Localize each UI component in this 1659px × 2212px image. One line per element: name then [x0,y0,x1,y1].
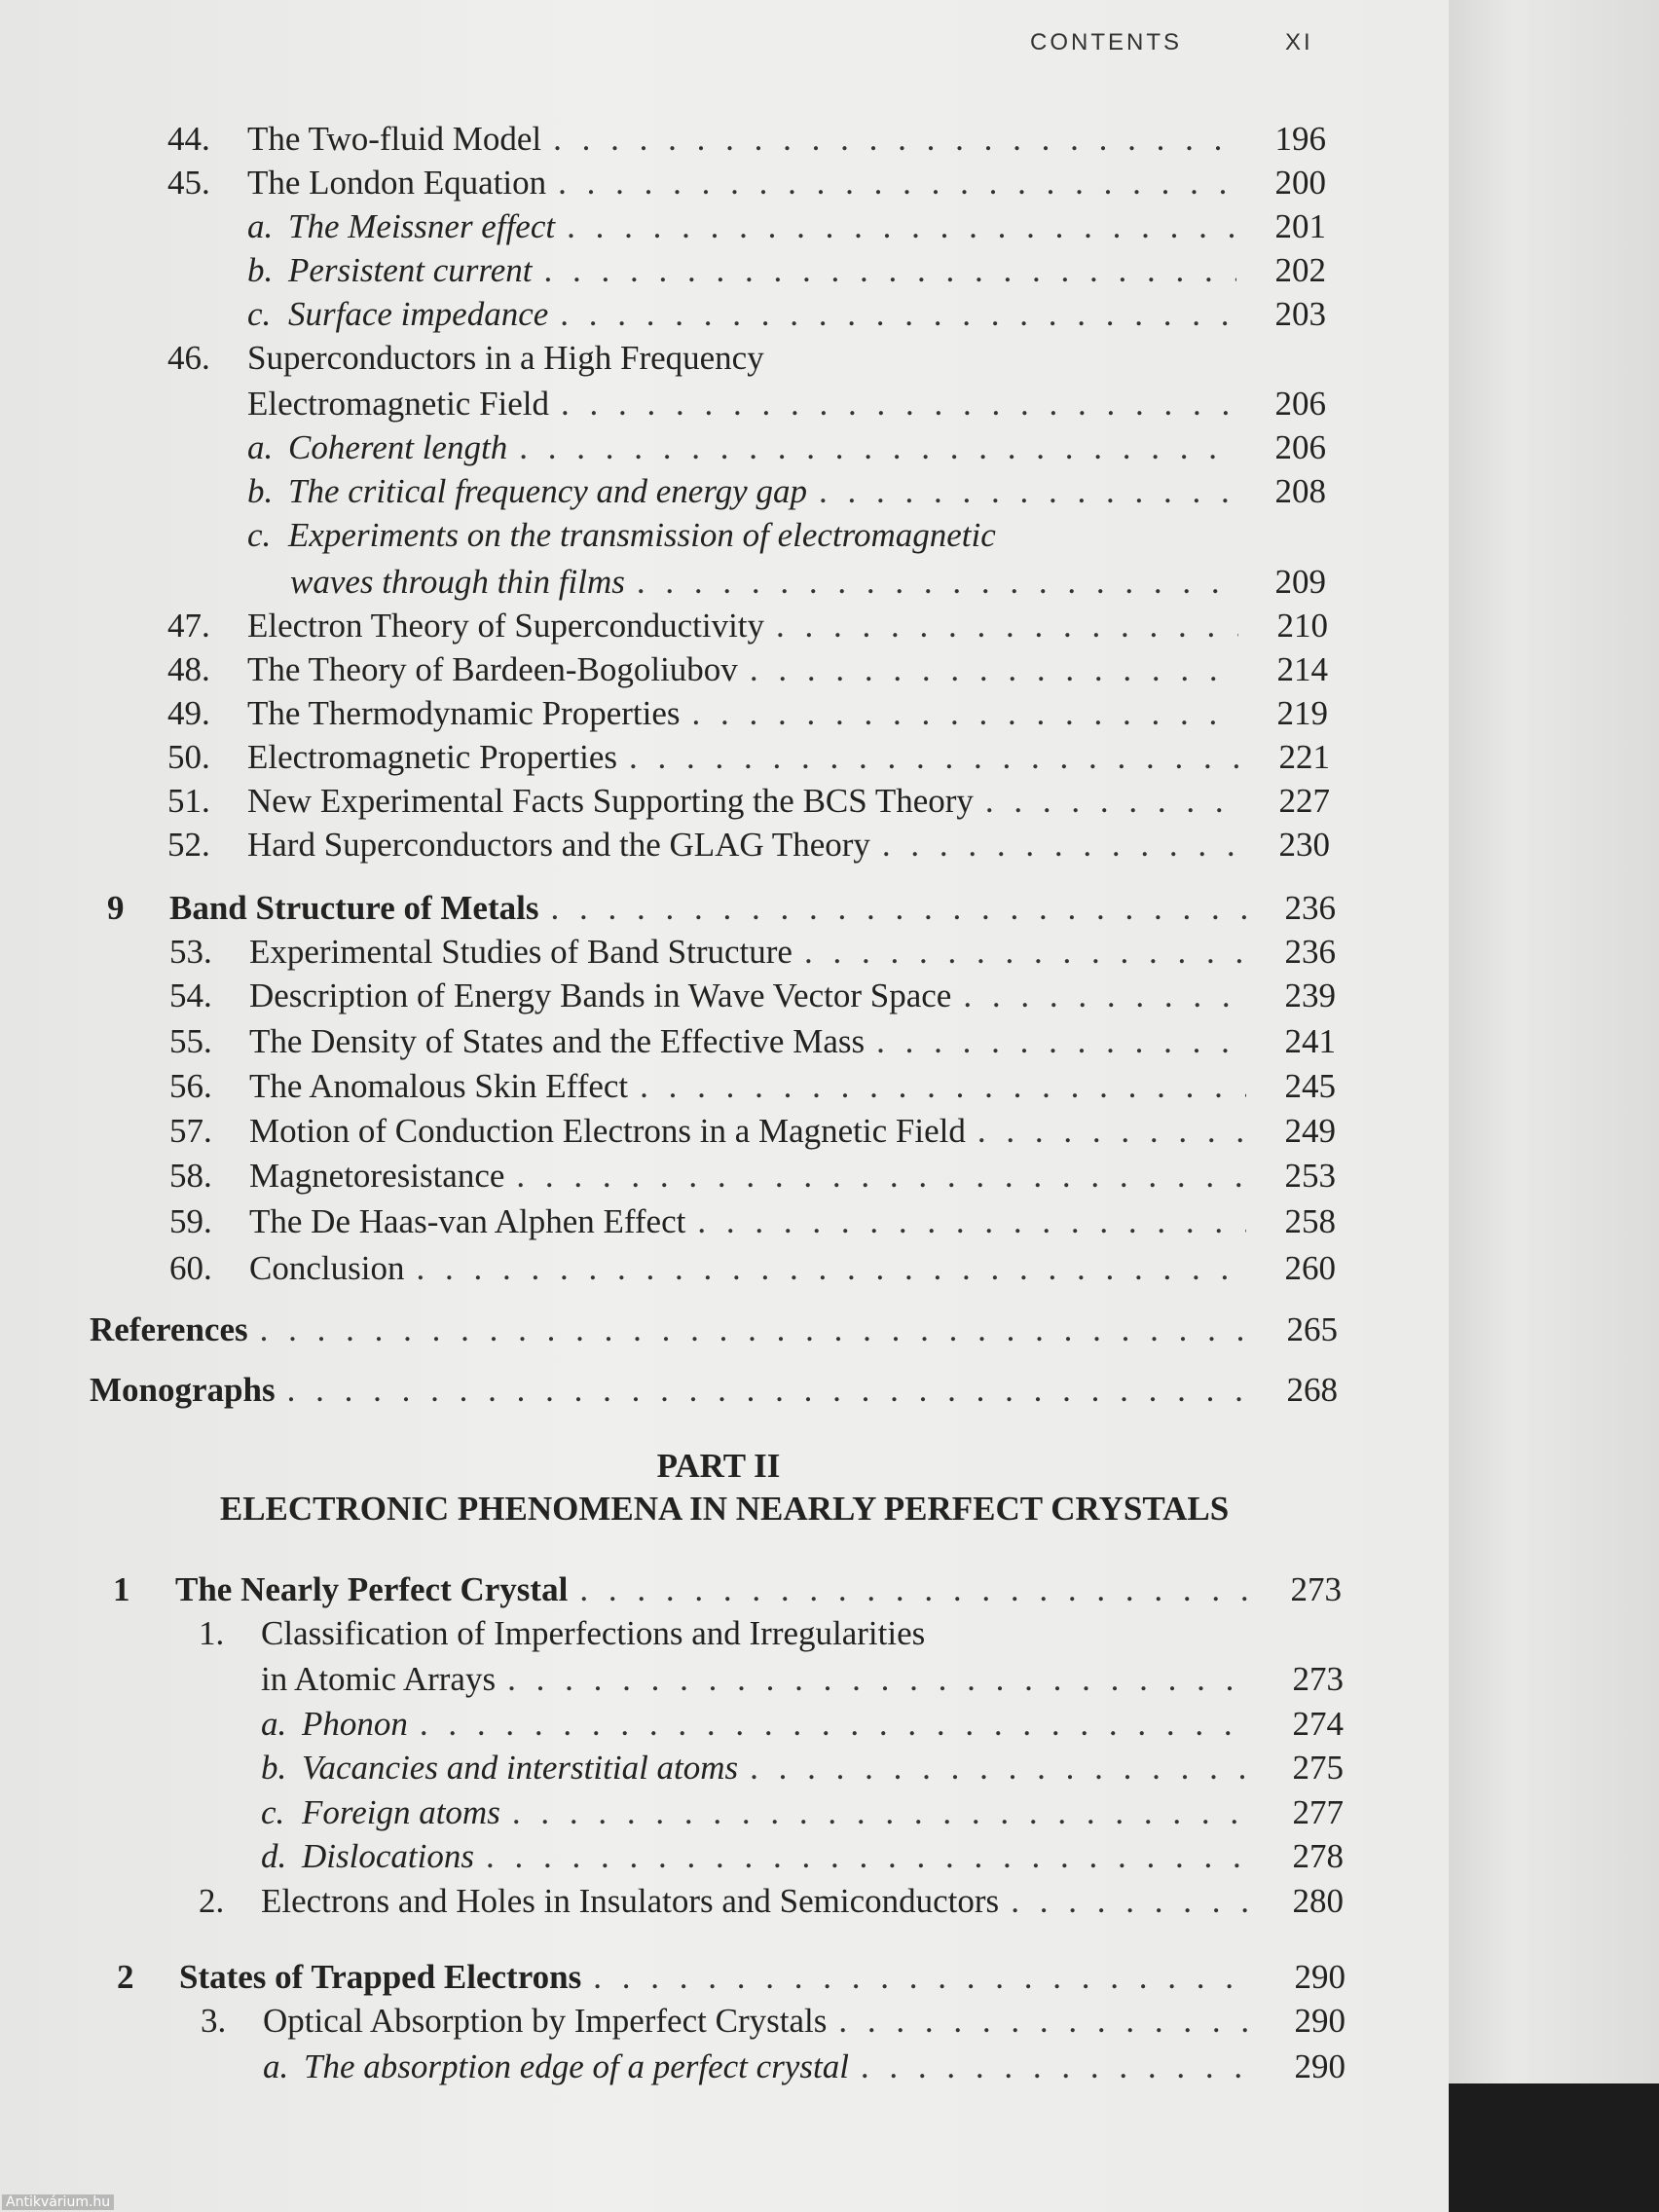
chapter-number: 2 [117,1958,134,1996]
dot-leader [776,604,1238,648]
dot-leader [697,1199,1246,1244]
subsection-title: The Meissner effect [288,207,556,245]
toc-entry[interactable] [167,604,1328,648]
section-title: Hard Superconductors and the GLAG Theory [247,826,870,864]
page-number: 219 [1276,694,1328,732]
toc-subentry[interactable] [247,248,1326,293]
toc-entry[interactable] [167,735,1330,780]
subsection-title: Vacancies and interstitial atoms [302,1749,739,1787]
subsection-title: Foreign atoms [302,1793,500,1831]
section-title: Magnetoresistance [249,1157,505,1195]
toc-entry[interactable] [167,647,1328,692]
toc-chapter[interactable] [107,886,1336,931]
chapter-title: The Nearly Perfect Crystal [175,1570,569,1608]
page-number: 273 [1292,1660,1344,1698]
page-number: 214 [1276,650,1328,688]
dot-leader [512,1790,1254,1835]
subsection-letter: a. [263,2047,289,2085]
toc-references[interactable] [90,1308,1338,1352]
page-number: 210 [1276,607,1328,645]
subsection-letter: a. [261,1705,287,1743]
section-title-continued: in Atomic Arrays [261,1660,497,1698]
section-number: 54. [169,977,212,1014]
page-number: 203 [1274,295,1326,333]
dot-leader [593,1955,1256,2000]
dot-leader [486,1834,1254,1879]
section-title: Electron Theory of Superconductivity [247,607,765,645]
page-number: 268 [1286,1371,1338,1409]
page-number: 274 [1292,1705,1344,1743]
toc-monographs[interactable] [90,1368,1338,1413]
section-number: 47. [167,607,210,645]
part-label: PART II [656,1447,781,1485]
page-number: 273 [1290,1570,1342,1608]
toc-chapter[interactable] [113,1567,1342,1612]
dot-leader [567,204,1236,249]
page-number: 221 [1278,738,1330,776]
subsection-letter: b. [247,472,274,510]
section-number: 50. [167,738,210,776]
chapter-number: 1 [113,1570,130,1608]
toc-entry[interactable] [167,823,1330,867]
dot-leader [416,1246,1246,1291]
page-edge [1449,0,1659,2212]
section-title: The Thermodynamic Properties [247,694,681,732]
subsection-letter: d. [261,1837,287,1875]
section-title: Classification of Imperfections and Irregularities [261,1614,926,1652]
page-number: 209 [1274,563,1326,601]
page-number: 258 [1284,1202,1336,1240]
part-title: ELECTRONIC PHENOMENA IN NEARLY PERFECT CRYSTALS [219,1490,1230,1528]
toc-subentry[interactable] [261,1790,1344,1835]
subsection-title-continued: waves through thin films [290,563,625,601]
toc-subentry[interactable] [247,292,1326,337]
page-number: 236 [1284,889,1336,927]
running-head-page: XI [1285,29,1313,55]
references-title: References [90,1310,248,1348]
subsection-letter: c. [247,295,272,333]
dot-leader [543,248,1236,293]
toc-entry-first-line[interactable] [199,1611,925,1656]
toc-entry[interactable] [169,974,1336,1018]
section-title: Conclusion [249,1249,405,1287]
dot-leader [516,1154,1246,1198]
dot-leader [507,1657,1254,1702]
toc-subentry[interactable] [261,1834,1344,1879]
dot-leader [550,886,1246,931]
section-title: The Density of States and the Effective Mass [249,1022,866,1060]
page-number: 208 [1274,472,1326,510]
section-title: Superconductors in a High Frequency [247,339,764,377]
subsection-letter: a. [247,428,274,466]
toc-entry[interactable] [169,1154,1336,1198]
dot-leader [1011,1879,1254,1924]
watermark: Antikvárium.hu [2,2194,114,2210]
section-number: 49. [167,694,210,732]
section-number: 56. [169,1067,212,1105]
toc-subentry[interactable] [261,1746,1344,1790]
toc-entry-continuation[interactable] [261,1657,1344,1702]
dot-leader [985,779,1240,824]
section-number: 44. [167,120,210,158]
page-number: 245 [1284,1067,1336,1105]
subsection-letter: a. [247,207,274,245]
page-number: 290 [1294,2002,1346,2040]
section-title: New Experimental Facts Supporting the BCS Theory [247,782,974,820]
dot-leader [838,1999,1256,2044]
page-number: 227 [1278,782,1330,820]
toc-subentry[interactable] [261,1702,1344,1747]
dot-leader [287,1368,1248,1413]
dot-leader [692,691,1238,736]
toc-subentry-continuation[interactable] [290,560,1326,605]
dot-leader [750,1746,1254,1790]
toc-chapter[interactable] [117,1955,1346,2000]
toc-subentry[interactable] [263,2045,1346,2089]
section-title: The Theory of Bardeen-Bogoliubov [247,650,738,688]
toc-entry[interactable] [169,1199,1336,1244]
section-title: The London Equation [247,164,547,202]
section-number: 3. [201,2002,227,2040]
subsection-letter: b. [247,251,274,289]
page-number: 230 [1278,826,1330,864]
page-number: 206 [1274,385,1326,423]
section-number: 57. [169,1112,212,1150]
dot-leader [963,974,1246,1018]
toc-entry[interactable] [199,1879,1344,1924]
page-number: 249 [1284,1112,1336,1150]
toc-entry[interactable] [169,1019,1336,1064]
page-number: 241 [1284,1022,1336,1060]
page-number: 280 [1292,1882,1344,1920]
toc-subentry[interactable] [247,425,1326,470]
dot-leader [561,382,1236,426]
dot-leader [861,2045,1256,2089]
page-number: 236 [1284,933,1336,971]
subsection-title: Persistent current [288,251,533,289]
section-number: 46. [167,339,210,377]
subsection-title: Coherent length [288,428,508,466]
section-title: The De Haas-van Alphen Effect [249,1202,686,1240]
section-number: 52. [167,826,210,864]
dot-leader [553,117,1236,162]
section-number: 45. [167,164,210,202]
dot-leader [579,1567,1252,1612]
section-number: 60. [169,1249,212,1287]
subsection-title: Experiments on the transmission of electromagnetic [288,516,996,554]
toc-subentry-first-line[interactable] [247,513,996,558]
toc-entry[interactable] [201,1999,1346,2044]
subsection-title: Surface impedance [288,295,549,333]
section-number: 2. [199,1882,225,1920]
page-number: 290 [1294,1958,1346,1996]
section-title-continued: Electromagnetic Field [247,385,550,423]
toc-entry[interactable] [169,1064,1336,1109]
section-title: Experimental Studies of Band Structure [249,933,793,971]
dot-leader [804,930,1246,975]
section-number: 51. [167,782,210,820]
section-number: 48. [167,650,210,688]
dot-leader [819,469,1236,514]
dot-leader [876,1019,1246,1064]
page-number: 278 [1292,1837,1344,1875]
toc-entry[interactable] [167,691,1328,736]
dot-leader [560,292,1236,337]
page-number: 260 [1284,1249,1336,1287]
section-title: Motion of Conduction Electrons in a Magnetic Field [249,1112,966,1150]
page-number: 200 [1274,164,1326,202]
section-title: The Two-fluid Model [247,120,542,158]
toc-subentry[interactable] [247,469,1326,514]
running-head-title: CONTENTS [1030,29,1182,55]
toc-entry[interactable] [169,1109,1336,1154]
dot-leader [977,1109,1246,1154]
toc-entry[interactable] [167,117,1326,162]
toc-entry[interactable] [169,930,1336,975]
page-number: 201 [1274,207,1326,245]
section-title: The Anomalous Skin Effect [249,1067,629,1105]
book-spine [1449,2083,1659,2212]
section-title: Description of Energy Bands in Wave Vector Space [249,977,952,1014]
dot-leader [640,1064,1246,1109]
chapter-title: Band Structure of Metals [169,889,539,927]
page-number: 206 [1274,428,1326,466]
page-number: 275 [1292,1749,1344,1787]
subsection-letter: c. [247,516,272,554]
toc-entry[interactable] [167,161,1326,205]
dot-leader [750,647,1238,692]
page-number: 277 [1292,1793,1344,1831]
toc-entry-continuation[interactable] [247,382,1326,426]
toc-entry[interactable] [169,1246,1336,1291]
section-title: Electrons and Holes in Insulators and Semiconductors [261,1882,1000,1920]
dot-leader [260,1308,1248,1352]
dot-leader [637,560,1236,605]
section-number: 58. [169,1157,212,1195]
dot-leader [420,1702,1254,1747]
section-title: Optical Absorption by Imperfect Crystals [263,2002,828,2040]
dot-leader [629,735,1240,780]
dot-leader [882,823,1240,867]
toc-entry[interactable] [167,779,1330,824]
dot-leader [558,161,1236,205]
toc-subentry[interactable] [247,204,1326,249]
page-number: 290 [1294,2047,1346,2085]
chapter-number: 9 [107,889,125,927]
subsection-letter: b. [261,1749,287,1787]
section-title: Electromagnetic Properties [247,738,617,776]
monographs-title: Monographs [90,1371,276,1409]
subsection-title: Dislocations [302,1837,474,1875]
dot-leader [519,425,1236,470]
section-number: 59. [169,1202,212,1240]
page-number: 239 [1284,977,1336,1014]
subsection-title: The critical frequency and energy gap [288,472,807,510]
toc-entry-first-line[interactable] [167,336,764,381]
subsection-title: Phonon [302,1705,408,1743]
section-number: 1. [199,1614,225,1652]
subsection-title: The absorption edge of a perfect crystal [304,2047,849,2085]
section-number: 53. [169,933,212,971]
subsection-letter: c. [261,1793,285,1831]
page-number: 196 [1274,120,1326,158]
page-number: 265 [1286,1310,1338,1348]
section-number: 55. [169,1022,212,1060]
page-number: 253 [1284,1157,1336,1195]
page-number: 202 [1274,251,1326,289]
chapter-title: States of Trapped Electrons [179,1958,582,1996]
